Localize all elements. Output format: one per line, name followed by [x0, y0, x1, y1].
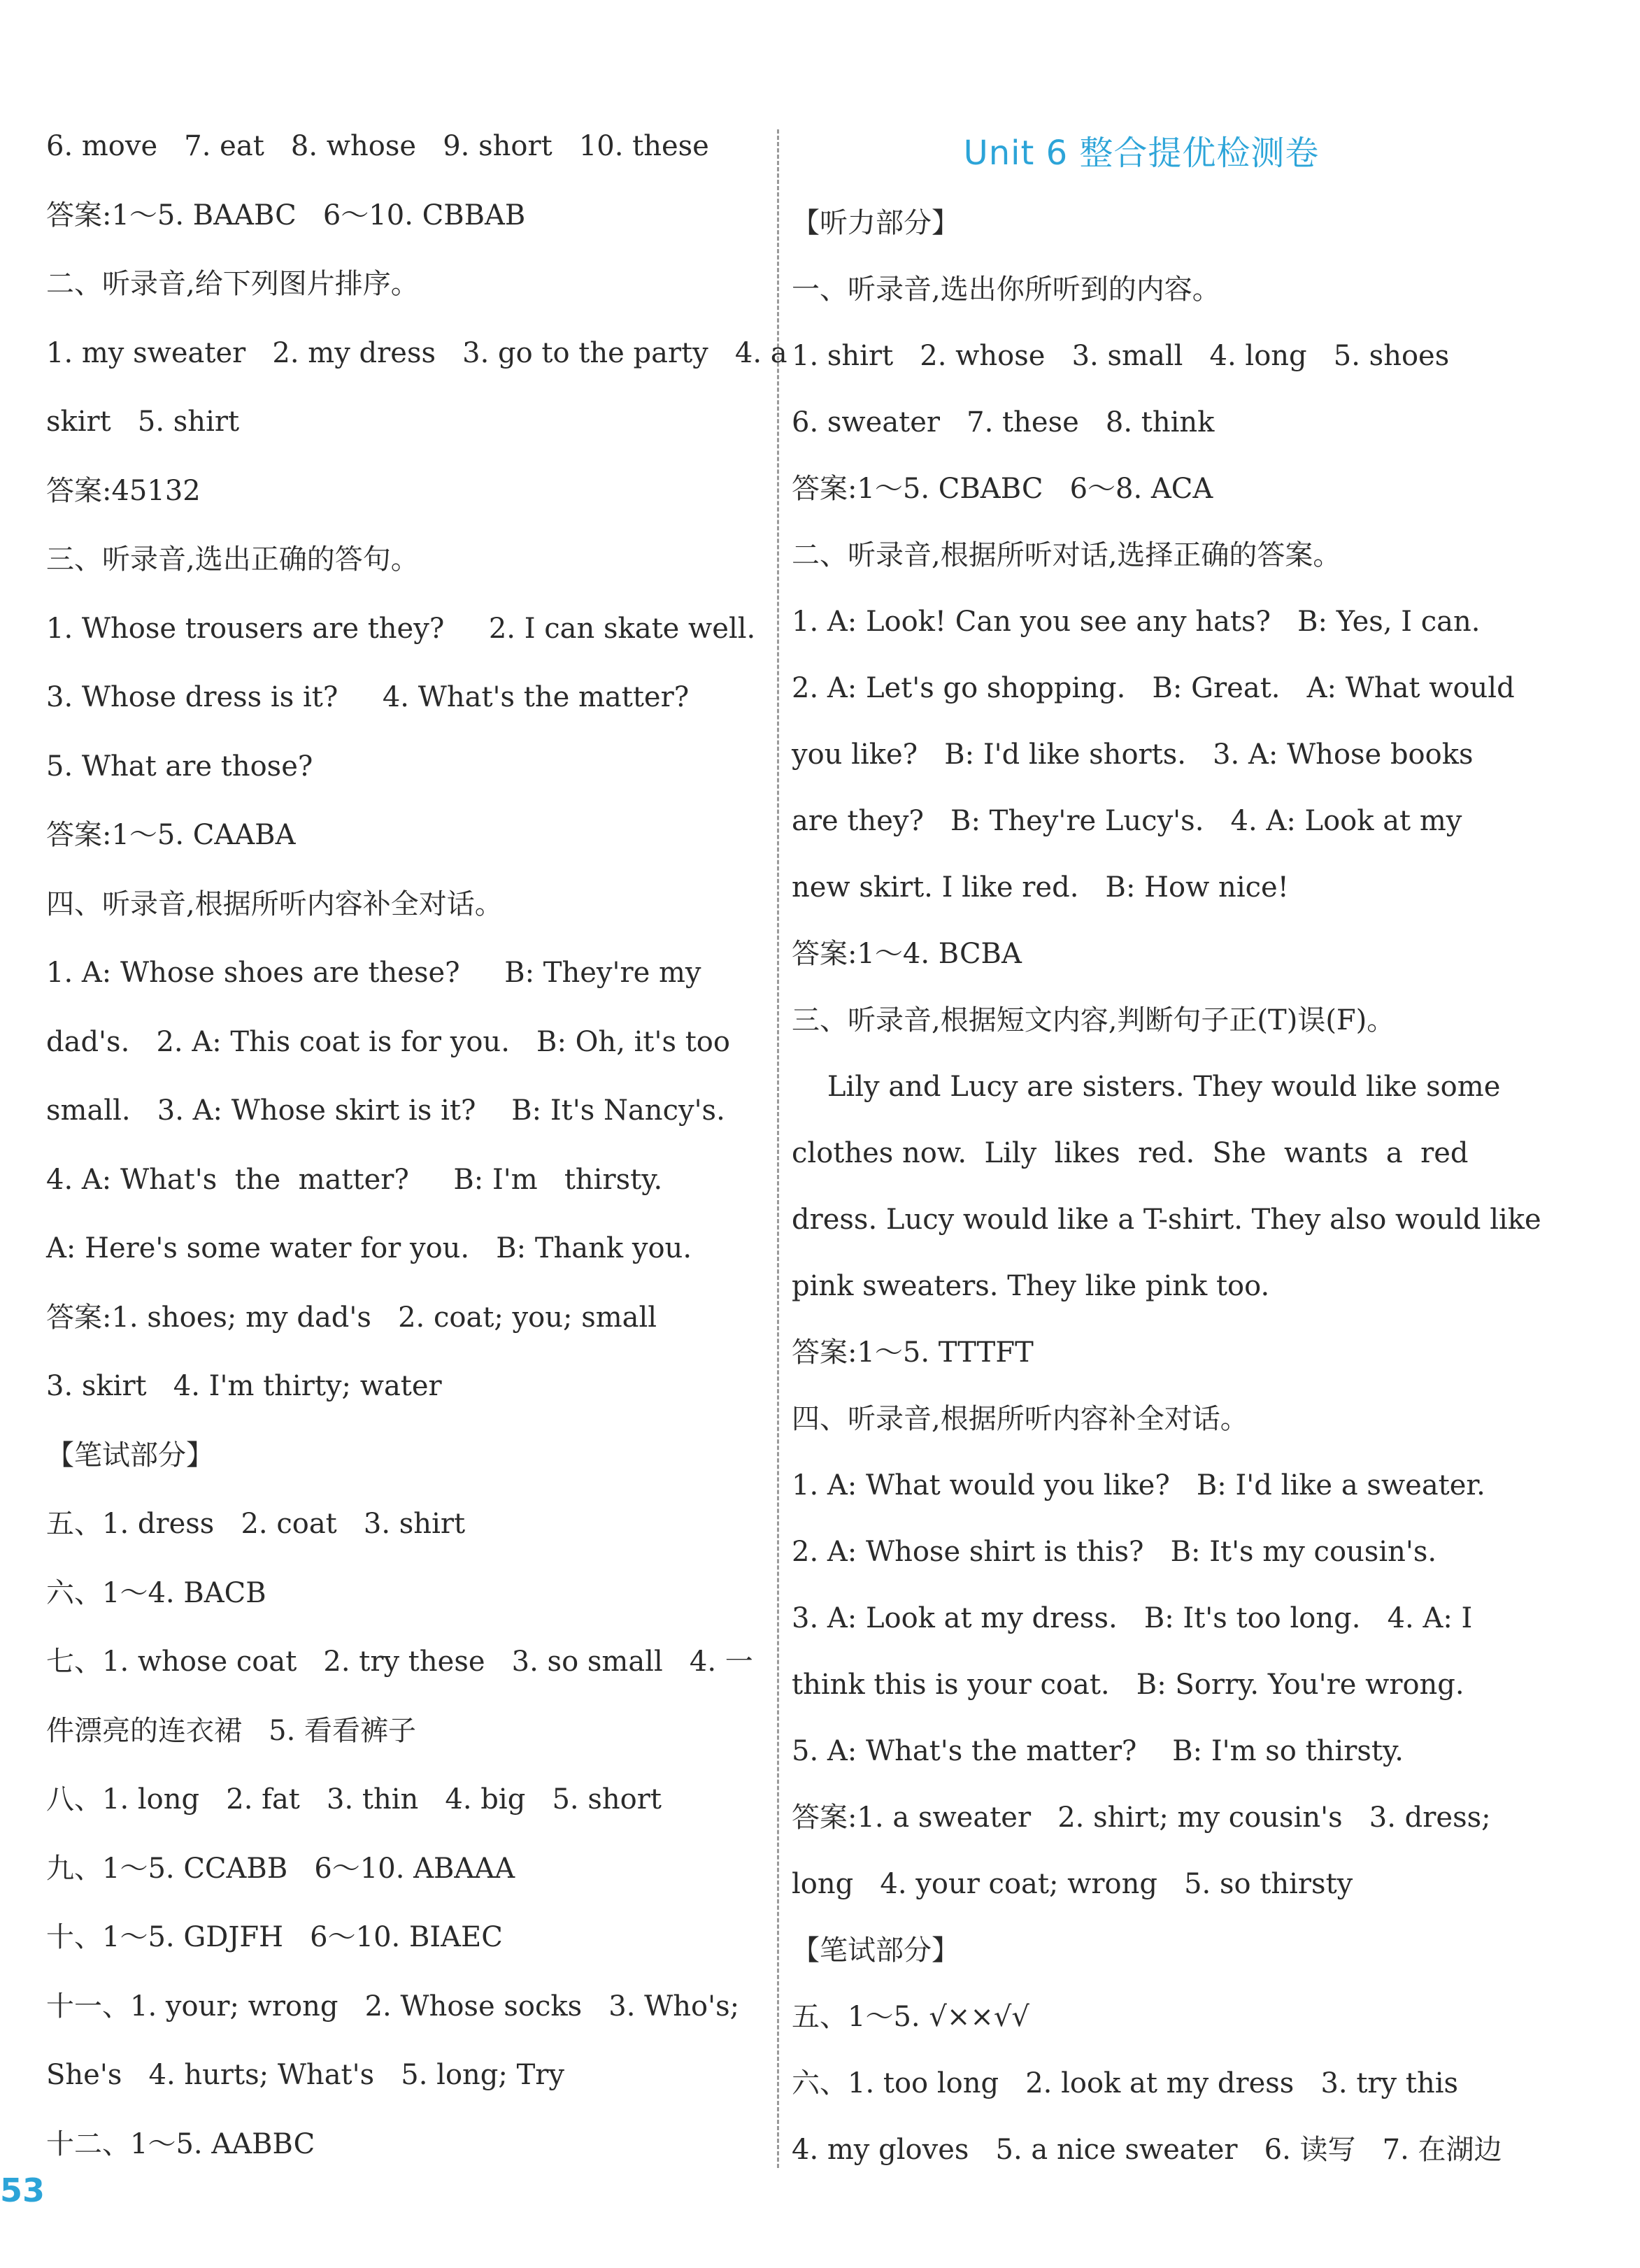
text-line: 二、听录音,根据所听对话,选择正确的答案。: [792, 539, 1341, 571]
text-line: new skirt. I like red. B: How nice!: [792, 871, 1289, 904]
text-line: 1. A: What would you like? B: I'd like a sweater.: [792, 1469, 1485, 1502]
text-line: 【笔试部分】: [46, 1439, 214, 1471]
text-line: Lily and Lucy are sisters. They would like some: [792, 1071, 1501, 1103]
text-line: 三、听录音,选出正确的答句。: [46, 543, 419, 576]
text-line: 2. A: Let's go shopping. B: Great. A: What would: [792, 672, 1515, 704]
text-line: are they? B: They're Lucy's. 4. A: Look at my: [792, 805, 1462, 837]
text-line: 二、听录音,给下列图片排序。: [46, 268, 419, 300]
text-line: 四、听录音,根据所听内容补全对话。: [792, 1403, 1248, 1435]
text-line: 5. What are those?: [46, 750, 313, 783]
text-line: dress. Lucy would like a T-shirt. They also would like: [792, 1204, 1541, 1236]
text-line: 十二、1～5. AABBC: [46, 2127, 315, 2160]
text-line: 九、1～5. CCABB 6～10. ABAAA: [46, 1852, 515, 1885]
text-line: 件漂亮的连衣裙 5. 看看裤子: [46, 1714, 417, 1747]
page-number: 53: [0, 2171, 45, 2209]
text-line: dad's. 2. A: This coat is for you. B: Oh, it's too: [46, 1025, 730, 1058]
column-divider: [777, 129, 779, 2168]
text-line: 五、1. dress 2. coat 3. shirt: [46, 1508, 466, 1540]
text-line: 三、听录音,根据短文内容,判断句子正(T)误(F)。: [792, 1004, 1395, 1036]
text-line: 七、1. whose coat 2. try these 3. so small 4. 一: [46, 1646, 753, 1678]
left-column: [46, 112, 787, 2178]
text-line: 【笔试部分】: [792, 1934, 960, 1967]
text-line: 十一、1. your; wrong 2. Whose socks 3. Who's;: [46, 1990, 740, 2023]
text-line: 八、1. long 2. fat 3. thin 4. big 5. short: [46, 1783, 662, 1816]
text-line: 4. my gloves 5. a nice sweater 6. 读写 7. 在湖边: [792, 2134, 1502, 2166]
text-line: 答案:1～4. BCBA: [792, 938, 1022, 970]
text-line: 答案:1～5. TTTFT: [792, 1336, 1034, 1369]
text-line: 4. A: What's the matter? B: I'm thirsty.: [46, 1163, 663, 1196]
right-column: [792, 190, 1541, 2183]
text-line: 5. A: What's the matter? B: I'm so thirsty.: [792, 1735, 1404, 1767]
text-line: 答案:1～5. CAABA: [46, 819, 296, 851]
text-line: 1. A: Whose shoes are these? B: They're my: [46, 957, 701, 989]
text-line: 十、1～5. GDJFH 6～10. BIAEC: [46, 1921, 503, 1953]
text-line: 六、1～4. BACB: [46, 1576, 266, 1609]
text-line: you like? B: I'd like shorts. 3. A: Whose books: [792, 739, 1474, 771]
text-line: 6. move 7. eat 8. whose 9. short 10. these: [46, 130, 709, 162]
text-line: skirt 5. shirt: [46, 406, 240, 438]
text-line: 1. shirt 2. whose 3. small 4. long 5. shoes: [792, 340, 1450, 372]
text-line: 答案:1～5. BAABC 6～10. CBBAB: [46, 199, 526, 231]
text-line: 答案:1. shoes; my dad's 2. coat; you; small: [46, 1301, 657, 1334]
unit-title: Unit 6 整合提优检测卷: [963, 134, 1320, 173]
text-line: 答案:1～5. CBABC 6～8. ACA: [792, 473, 1213, 505]
text-line: pink sweaters. They like pink too.: [792, 1270, 1270, 1302]
text-line: 【听力部分】: [792, 207, 960, 239]
text-line: long 4. your coat; wrong 5. so thirsty: [792, 1868, 1353, 1900]
text-line: She's 4. hurts; What's 5. long; Try: [46, 2059, 564, 2091]
text-line: 一、听录音,选出你所听到的内容。: [792, 273, 1220, 306]
text-line: 3. skirt 4. I'm thirty; water: [46, 1370, 442, 1402]
text-line: 1. my sweater 2. my dress 3. go to the party 4. a: [46, 336, 787, 369]
text-line: 四、听录音,根据所听内容补全对话。: [46, 887, 503, 920]
text-line: 6. sweater 7. these 8. think: [792, 406, 1215, 438]
text-line: 答案:1. a sweater 2. shirt; my cousin's 3. dress;: [792, 1802, 1491, 1834]
text-line: clothes now. Lily likes red. She wants a red: [792, 1137, 1469, 1169]
text-line: A: Here's some water for you. B: Thank you.: [46, 1232, 692, 1264]
text-line: 3. Whose dress is it? 4. What's the matter?: [46, 681, 690, 713]
text-line: 1. A: Look! Can you see any hats? B: Yes, I can.: [792, 606, 1481, 638]
text-line: 六、1. too long 2. look at my dress 3. try this: [792, 2067, 1459, 2099]
text-line: 3. A: Look at my dress. B: It's too long. 4. A: I: [792, 1602, 1473, 1634]
text-line: 答案:45132: [46, 474, 201, 507]
text-line: small. 3. A: Whose skirt is it? B: It's Nancy's.: [46, 1094, 725, 1127]
text-line: 五、1～5. √××√√: [792, 2001, 1029, 2033]
text-line: 2. A: Whose shirt is this? B: It's my cousin's.: [792, 1536, 1437, 1568]
text-line: 1. Whose trousers are they? 2. I can skate well.: [46, 612, 756, 645]
text-line: think this is your coat. B: Sorry. You're wrong.: [792, 1669, 1464, 1701]
